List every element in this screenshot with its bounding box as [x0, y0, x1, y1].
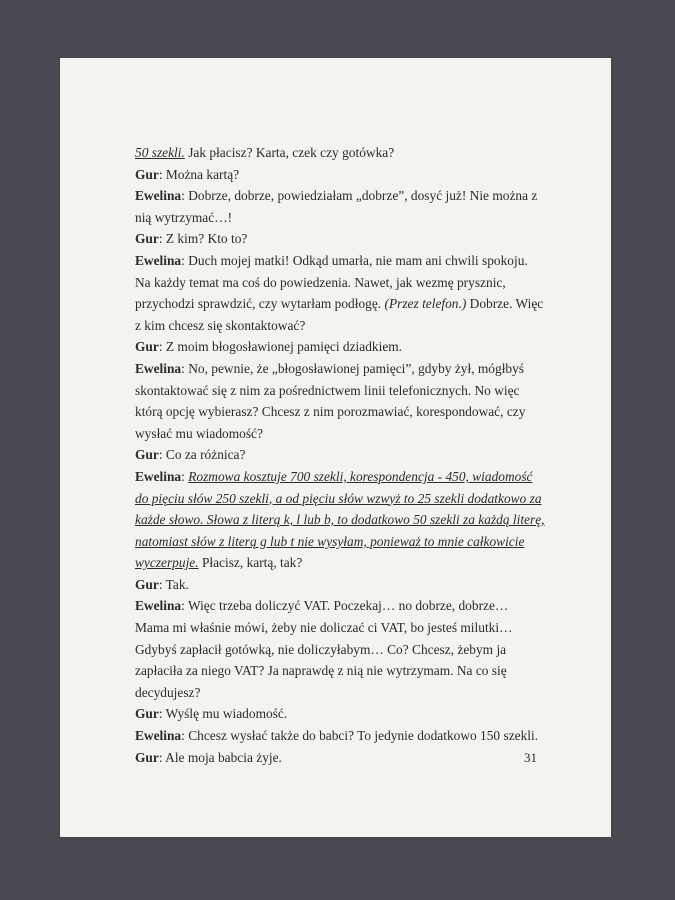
speaker-separator: :	[181, 728, 189, 744]
speaker-name: Ewelina	[135, 252, 182, 268]
dialogue-text	[135, 142, 545, 768]
speaker-name: Gur	[135, 447, 159, 463]
line-text: Tak.	[165, 576, 189, 592]
speaker-name: Ewelina	[135, 598, 182, 614]
stage-direction: (Przez telefon.)	[384, 296, 467, 312]
document-page	[60, 58, 611, 837]
speaker-separator: :	[181, 360, 189, 376]
dialogue-line	[135, 164, 545, 186]
line-text: Z moim błogosławionej pamięci dziadkiem.	[165, 339, 403, 355]
dialogue-line	[135, 725, 545, 747]
speaker-separator: :	[158, 166, 166, 182]
speaker-separator: :	[181, 252, 189, 268]
speaker-separator: :	[158, 576, 166, 592]
speaker-name: Ewelina	[135, 468, 182, 484]
speaker-separator: :	[158, 447, 166, 463]
speaker-name: Gur	[135, 339, 159, 355]
dialogue-line	[135, 336, 545, 358]
line-text: Dobrze. Więc z kim chcesz się skontaktować?	[135, 296, 544, 333]
speaker-name: Ewelina	[135, 188, 182, 204]
line-text: Wyślę mu wiadomość.	[165, 706, 288, 722]
speaker-name: Gur	[135, 749, 159, 765]
speaker-separator: :	[181, 598, 188, 614]
dialogue-line	[135, 142, 545, 164]
dialogue-line	[135, 747, 545, 769]
line-text: Płacisz, kartą, tak?	[198, 555, 303, 571]
underlined-text: Rozmowa kosztuje 700 szekli, korespondencja - 450, wiadomość do pięciu słów 250 szekli, a od pięciu słów wzwyż to 25 szekli dodatkowo za każde słowo. Słowa z literą k, l lub b, to dodatkowo 50 szekli za każdą literę, natomiast słów z literą g lub t nie wysyłam, ponieważ to mnie całkowicie wyczerpuje.	[135, 468, 545, 571]
line-text: Ale moja babcia żyje.	[165, 749, 282, 765]
speaker-separator: :	[181, 468, 189, 484]
dialogue-line	[135, 185, 545, 228]
dialogue-line	[135, 250, 545, 336]
line-text: Z kim? Kto to?	[165, 231, 248, 247]
speaker-name: Gur	[135, 706, 159, 722]
speaker-name: Gur	[135, 231, 159, 247]
dialogue-line	[135, 466, 545, 574]
speaker-name: Gur	[135, 576, 159, 592]
dialogue-line	[135, 358, 545, 444]
speaker-separator: :	[158, 231, 166, 247]
speaker-separator: :	[158, 339, 166, 355]
speaker-name: Ewelina	[135, 728, 182, 744]
line-text: Jak płacisz? Karta, czek czy gotówka?	[184, 145, 395, 160]
line-text: Więc trzeba doliczyć VAT. Poczekaj… no dobrze, dobrze… Mama mi właśnie mówi, żeby nie doliczać ci VAT, bo jesteś milutki… Gdybyś zapłacił gotówką, nie doliczyłabym… Co? Chcesz, żebym ja zapłaciła za niego VAT? Ja naprawdę z nią nie wytrzymam. Na co się decydujesz?	[135, 598, 513, 700]
dialogue-line	[135, 595, 545, 703]
dialogue-line	[135, 703, 545, 725]
line-text: Co za różnica?	[165, 447, 246, 463]
speaker-separator: :	[158, 749, 166, 765]
speaker-separator: :	[181, 188, 189, 204]
dialogue-line	[135, 574, 545, 596]
speaker-name: Ewelina	[135, 360, 182, 376]
speaker-name: Gur	[135, 166, 159, 182]
underlined-text: 50 szekli.	[135, 145, 185, 160]
line-text: No, pewnie, że „błogosławionej pamięci”, gdyby żył, mógłbyś skontaktować się z nim za pośrednictwem linii telefonicznych. No więc którą opcję wybierasz? Chcesz z nim porozmawiać, korespondować, czy wysłać mu wiadomość?	[135, 360, 526, 441]
dialogue-line	[135, 444, 545, 466]
line-text: Można kartą?	[165, 166, 240, 182]
page-number: 31	[524, 750, 537, 765]
line-text: Dobrze, dobrze, powiedziałam „dobrze”, dosyć już! Nie można z nią wytrzymać…!	[135, 188, 538, 225]
line-text: Chcesz wysłać także do babci? To jedynie dodatkowo 150 szekli.	[188, 728, 539, 744]
line-text: Duch mojej matki! Odkąd umarła, nie mam ani chwili spokoju. Na każdy temat ma coś do powiedzenia. Nawet, jak wezmę prysznic, przychodzi sprawdzić, czy wytarłam podłogę.	[135, 252, 528, 312]
speaker-separator: :	[158, 706, 166, 722]
dialogue-line	[135, 228, 545, 250]
